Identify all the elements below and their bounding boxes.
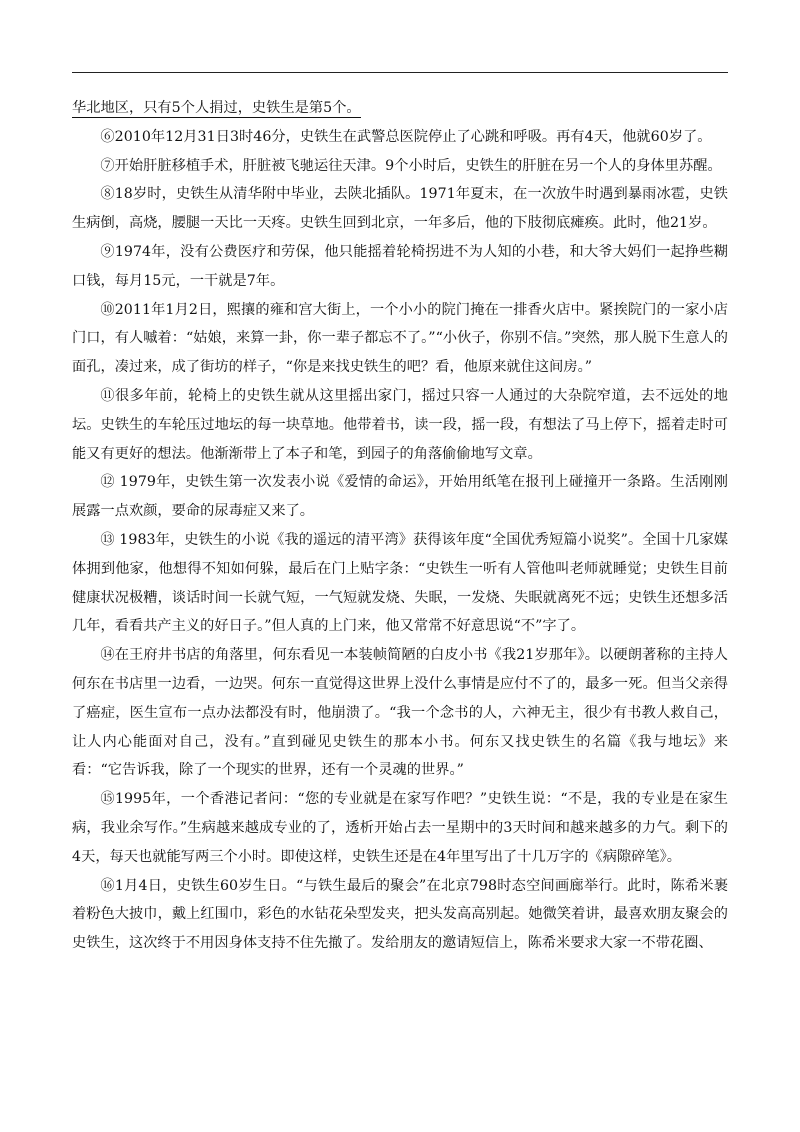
- underlined-text: 华北地区，只有5个人捐过，史铁生是第5个。: [72, 100, 361, 116]
- header-rule: [72, 72, 728, 73]
- paragraph-6: ⑥2010年12月31日3时46分，史铁生在武警总医院停止了心跳和呼吸。再有4天，他就60岁了。: [100, 128, 712, 145]
- paragraph-continued: [72, 94, 728, 123]
- paragraph-13: ⑬ 1983年，史铁生的小说《我的遥远的清平湾》获得该年度“全国优秀短篇小说奖”。全国十几家媒体拥到他家，他想得不知如何躲，最后在门上贴字条：“史铁生一听有人管他叫老师就睡觉；史铁生目前健康状况极糟，谈话时间一长就气短，一气短就发烧、失眠，一发烧、失眠就离死不远；史铁生还想多活几年，看看共产主义的好日子。”但人真的上门来，他又常常不好意思说“不”字了。: [72, 531, 728, 635]
- paragraph-7: ⑦开始肝脏移植手术，肝脏被飞驰运往天津。9个小时后，史铁生的肝脏在另一个人的身体里苏醒。: [100, 157, 722, 174]
- paragraph-12: ⑫ 1979年，史铁生第一次发表小说《爱情的命运》，开始用纸笔在报刊上碰撞开一条路。生活刚刚展露一点欢颜，要命的尿毒症又来了。: [72, 474, 728, 520]
- paragraph-8: ⑧18岁时，史铁生从清华附中毕业，去陕北插队。1971年夏末，在一次放牛时遇到暴雨冰雹，史铁生病倒，高烧，腰腿一天比一天疼。史铁生回到北京，一年多后，他的下肢彻底瘫痪。此时，他21岁。: [72, 186, 728, 232]
- paragraph-14: ⑭在王府井书店的角落里，何东看见一本装帧简陋的白皮小书《我21岁那年》。以硬朗著称的主持人何东在书店里一边看，一边哭。何东一直觉得这世界上没什么事情是应付不了的，最多一死。但当父亲得了癌症，医生宣布一点办法都没有时，他崩溃了。“我一个念书的人，六神无主，很少有书教人救自己，让人内心能面对自己，没有。”直到碰见史铁生的那本小书。何东又找史铁生的名篇《我与地坛》来看：“它告诉我，除了一个现实的世界，还有一个灵魂的世界。”: [72, 647, 728, 779]
- paragraph-16: ⑯1月4日，史铁生60岁生日。“与铁生最后的聚会”在北京798时态空间画廊举行。此时，陈希米裹着粉色大披巾，戴上红围巾，彩色的水钻花朵型发夹，把头发高高别起。她微笑着讲，最喜欢朋友聚会的史铁生，这次终于不用因身体支持不住先撤了。发给朋友的邀请短信上，陈希米要求大家一不带花圈、: [72, 877, 728, 952]
- paragraph-9: ⑨1974年，没有公费医疗和劳保，他只能摇着轮椅拐进不为人知的小巷，和大爷大妈们一起挣些糊口钱，每月15元，一干就是7年。: [72, 243, 728, 289]
- paragraph-15: ⑮1995年，一个香港记者问：“您的专业就是在家写作吧？”史铁生说：“不是，我的专业是在家生病，我业余写作。”生病越来越成专业的了，透析开始占去一星期中的3天时间和越来越多的力气。剩下的4天，每天也就能写两三个小时。即使这样，史铁生还是在4年里写出了十几万字的《病隙碎笔》。: [72, 791, 728, 865]
- paragraph-11: ⑪很多年前，轮椅上的史铁生就从这里摇出家门，摇过只容一人通过的大杂院窄道，去不远处的地坛。史铁生的车轮压过地坛的每一块草地。他带着书，读一段，摇一段，有想法了马上停下，摇着走时可能又有更好的想法。他渐渐带上了本子和笔，到园子的角落偷偷地写文章。: [72, 387, 728, 462]
- paragraph-10: ⑩2011年1月2日，熙攘的雍和宫大街上，一个小小的院门掩在一排香火店中。紧挨院门的一家小店门口，有人嘁着：“姑娘，来算一卦，你一辈子都忘不了。”“小伙子，你别不信。”突然，那人脱下生意人的面孔，凑过来，成了街坊的样子，“你是来找史铁生的吧？看，他原来就住这间房。”: [72, 301, 728, 376]
- document-body: [72, 94, 728, 958]
